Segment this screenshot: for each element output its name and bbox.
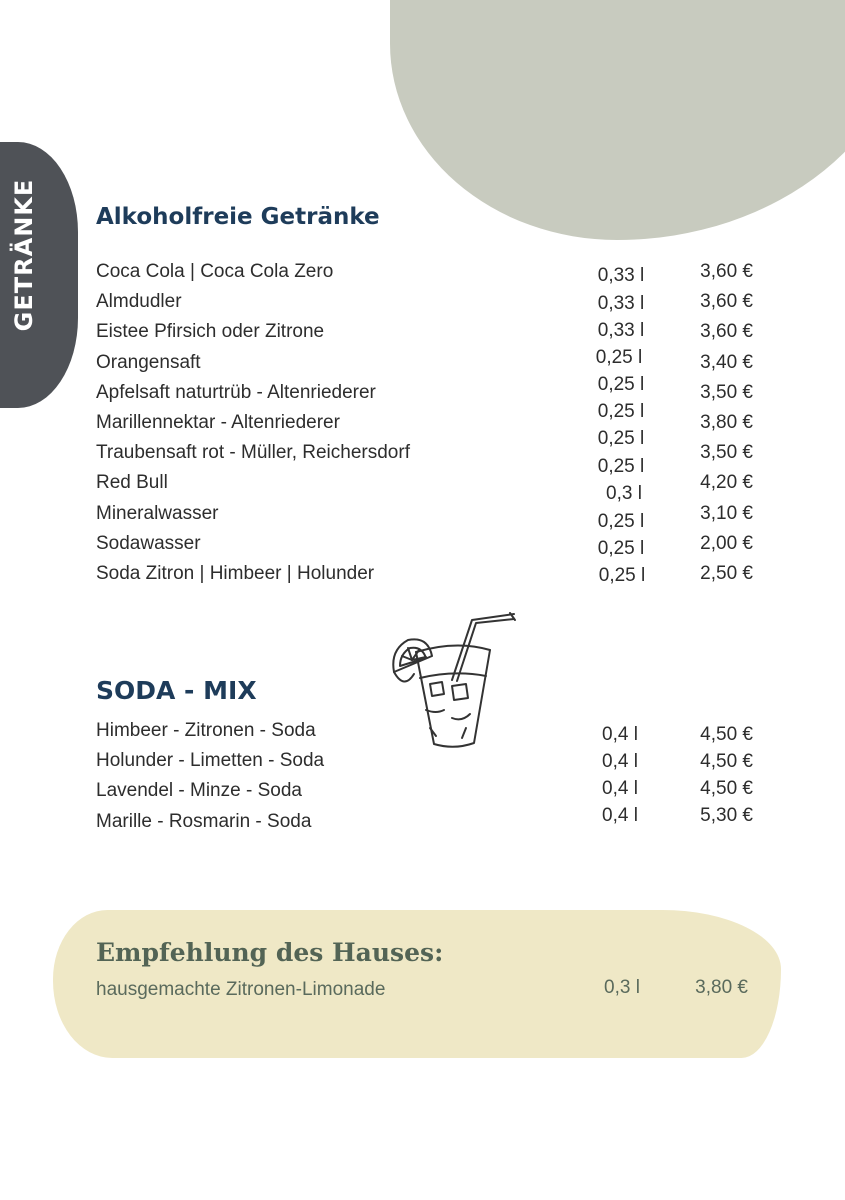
item-price: 2,50 €	[700, 563, 753, 584]
section-title-soda-mix: SODA - MIX	[96, 676, 257, 705]
item-price: 3,10 €	[700, 503, 753, 524]
item-name: Himbeer - Zitronen - Soda	[96, 720, 316, 741]
item-price: 4,50 €	[700, 751, 753, 772]
item-price: 4,20 €	[700, 472, 753, 493]
item-volume: 0,33 l	[597, 293, 645, 314]
item-name: Coca Cola | Coca Cola Zero	[96, 261, 334, 282]
item-volume: 0,25 l	[597, 401, 645, 422]
item-price: 3,50 €	[700, 382, 753, 403]
item-price: 3,60 €	[700, 321, 753, 342]
item-name: Eistee Pfirsich oder Zitrone	[96, 321, 325, 342]
item-volume: 0,3 l	[606, 483, 642, 504]
item-name: Apfelsaft naturtrüb - Altenriederer	[96, 382, 376, 403]
item-price: 3,60 €	[700, 261, 753, 282]
item-volume: 0,25 l	[597, 456, 645, 477]
item-volume: 0,33 l	[597, 265, 645, 286]
item-price: 2,00 €	[700, 533, 753, 554]
section-title-alkoholfreie-getraenke: Alkoholfreie Getränke	[96, 204, 380, 230]
item-volume: 0,25 l	[597, 538, 645, 559]
item-name: Mineralwasser	[96, 503, 219, 524]
item-name: Orangensaft	[96, 352, 201, 373]
recommendation-item-volume: 0,3 l	[604, 977, 640, 998]
item-name: Lavendel - Minze - Soda	[96, 780, 302, 801]
item-price: 4,50 €	[700, 724, 753, 745]
item-name: Almdudler	[96, 291, 182, 312]
item-volume: 0,25 l	[597, 374, 645, 395]
item-volume: 0,4 l	[602, 724, 638, 745]
item-volume: 0,33 l	[597, 320, 645, 341]
side-tab-label: GETRÄNKE	[10, 178, 38, 332]
recommendation-item-name: hausgemachte Zitronen-Limonade	[96, 979, 386, 1000]
recommendation-title: Empfehlung des Hauses:	[96, 938, 444, 967]
item-volume: 0,4 l	[602, 805, 638, 826]
item-name: Marillennektar - Altenriederer	[96, 412, 340, 433]
item-name: Holunder - Limetten - Soda	[96, 750, 325, 771]
item-volume: 0,25 l	[598, 565, 646, 586]
item-price: 3,60 €	[700, 291, 753, 312]
item-name: Soda Zitron | Himbeer | Holunder	[96, 563, 375, 584]
decorative-blob-top	[390, 0, 845, 240]
item-volume: 0,4 l	[602, 751, 638, 772]
item-name: Traubensaft rot - Müller, Reichersdorf	[96, 442, 410, 463]
lemonade-glass-icon	[386, 610, 518, 752]
item-name: Red Bull	[96, 472, 168, 493]
item-price: 3,50 €	[700, 442, 753, 463]
recommendation-item-price: 3,80 €	[695, 977, 748, 998]
item-volume: 0,25 l	[597, 511, 645, 532]
item-price: 4,50 €	[700, 778, 753, 799]
item-price: 5,30 €	[700, 805, 753, 826]
item-price: 3,80 €	[700, 412, 753, 433]
item-volume: 0,4 l	[602, 778, 638, 799]
item-name: Marille - Rosmarin - Soda	[96, 811, 312, 832]
item-price: 3,40 €	[700, 352, 753, 373]
item-name: Sodawasser	[96, 533, 201, 554]
item-volume: 0,25 l	[595, 347, 643, 368]
item-volume: 0,25 l	[597, 428, 645, 449]
